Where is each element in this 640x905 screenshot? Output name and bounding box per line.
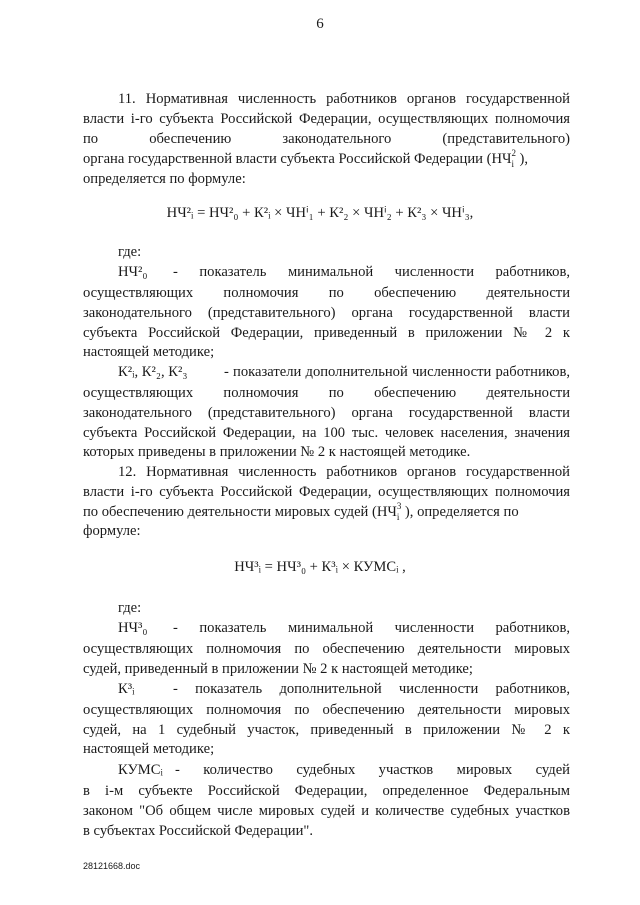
- term-nch3-0-line-2: осуществляющих полномочия по обеспечению деятельности мировых: [83, 641, 570, 657]
- sec12-line-1: 12. Нормативная численность работников органов государственной: [118, 464, 570, 480]
- formula-nch3: НЧ³ᵢ = НЧ³₀ + К³ᵢ × КУМСᵢ ,: [234, 559, 406, 575]
- term-k2-line-3: законодательного (представительного) органа государственной власти: [83, 405, 570, 421]
- term-kums-desc: - количество судебных участков мировых судей: [175, 762, 570, 778]
- term-nch3-0-desc: - показатель минимальной численности работников,: [173, 620, 570, 636]
- term-kums-symbol: КУМСᵢ: [118, 762, 163, 778]
- term-nch2-0-desc: - показатель минимальной численности работников,: [173, 264, 570, 280]
- sec11-line-3: по обеспечению законодательного (представительного): [83, 131, 570, 147]
- term-k2-line-4: субъекта Российской Федерации, на 100 тыс. человек населения, значения: [83, 425, 570, 441]
- term-nch2-0-line-5: настоящей методике;: [83, 344, 215, 360]
- term-k3-line-4: настоящей методике;: [83, 741, 215, 757]
- nch3-index: 3 i: [396, 500, 402, 522]
- sec11-line-5: определяется по формуле:: [83, 171, 246, 187]
- term-k2-line-5: которых приведены в приложении № 2 к настоящей методике.: [83, 444, 471, 460]
- sec12-line-2: власти i-го субъекта Российской Федерации, осуществляющих полномочия: [83, 484, 570, 500]
- sec12-where: где:: [118, 600, 142, 616]
- term-k2-line-2: осуществляющих полномочия по обеспечению деятельности: [83, 385, 570, 401]
- term-kums-line-2: в i-м субъекте Российской Федерации, определенное Федеральным: [83, 783, 570, 799]
- sec11-where: где:: [118, 244, 142, 260]
- term-nch3-0-line-3: судей, приведенный в приложении № 2 к настоящей методике;: [83, 661, 473, 677]
- formula-nch2: НЧ²ᵢ = НЧ²₀ + К²ᵢ × ЧНⁱ₁ + К²₂ × ЧНⁱ₂ + К²₃ × ЧНⁱ₃,: [166, 205, 474, 221]
- term-nch2-0-line-4: субъекта Российской Федерации, приведенный в приложении № 2 к: [83, 325, 570, 341]
- file-footer: 28121668.doc: [83, 861, 141, 871]
- sec11-line-2: власти i-го субъекта Российской Федерации, осуществляющих полномочия: [83, 111, 570, 127]
- sec11-line-1: 11. Нормативная численность работников органов государственной: [118, 91, 570, 107]
- term-k2-symbol: К²ᵢ, К²₂, К²₃: [118, 364, 188, 380]
- term-kums-line-3: законом "Об общем числе мировых судей и количестве судебных участков: [83, 803, 570, 819]
- nch-index: 2 i: [511, 147, 516, 169]
- sec12-line-3: по обеспечению деятельности мировых судей (НЧ 3 i ), определяется по: [83, 500, 519, 522]
- term-nch2-0-symbol: НЧ²₀: [118, 264, 148, 280]
- page-number: 6: [316, 16, 324, 32]
- term-nch2-0-line-3: законодательного (представительного) органа государственной власти: [83, 305, 570, 321]
- sec12-line-4: формуле:: [83, 523, 141, 539]
- term-k3-line-3: судей, на 1 судебный участок, приведенный в приложении № 2 к: [83, 722, 570, 738]
- term-k3-line-2: осуществляющих полномочия по обеспечению деятельности мировых: [83, 702, 570, 718]
- term-k3-symbol: К³ᵢ: [118, 681, 135, 697]
- term-nch3-0-symbol: НЧ³₀: [118, 620, 148, 636]
- term-kums-line-4: в субъектах Российской Федерации".: [83, 823, 313, 839]
- term-k3-desc: - показатель дополнительной численности работников,: [173, 681, 570, 697]
- term-k2-desc: - показатели дополнительной численности работников,: [224, 364, 570, 380]
- sec11-line-4: органа государственной власти субъекта Российской Федерации (НЧ 2 i ),: [83, 147, 529, 169]
- term-nch2-0-line-2: осуществляющих полномочия по обеспечению деятельности: [83, 285, 570, 301]
